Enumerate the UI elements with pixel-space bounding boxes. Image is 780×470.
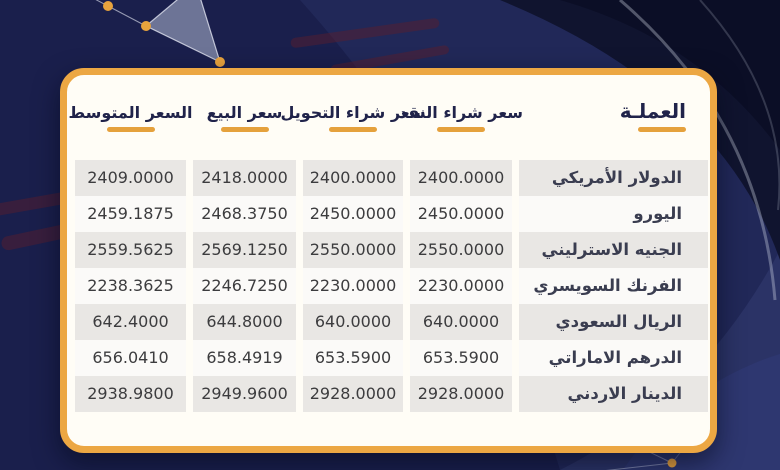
column-header-sell-label: سعر البيع [206, 103, 283, 123]
sell-cell: 2949.9600 [193, 376, 296, 412]
table-row [67, 268, 710, 304]
cash-buy-cell: 2928.0000 [410, 376, 512, 412]
column-header-currency-label: العملـة [619, 99, 686, 123]
exchange-rates-card [60, 68, 717, 453]
table-row [67, 340, 710, 376]
column-header-currency [519, 75, 708, 160]
table-row [67, 232, 710, 268]
average-cell: 2559.5625 [75, 232, 186, 268]
column-header-average [68, 75, 193, 160]
currency-name-cell: الدينار الاردني [519, 376, 708, 412]
gold-dot-decoration [668, 459, 677, 468]
table-row [67, 376, 710, 412]
average-cell: 2938.9800 [75, 376, 186, 412]
cash-buy-cell: 2550.0000 [410, 232, 512, 268]
table-row [67, 304, 710, 340]
table-body [67, 160, 710, 412]
sell-cell: 2468.3750 [193, 196, 296, 232]
sell-cell: 658.4919 [193, 340, 296, 376]
gold-underline [329, 127, 377, 132]
sell-cell: 2246.7250 [193, 268, 296, 304]
sell-cell: 644.8000 [193, 304, 296, 340]
currency-name-cell: الجنيه الاسترليني [519, 232, 708, 268]
average-cell: 2459.1875 [75, 196, 186, 232]
currency-name-cell: اليورو [519, 196, 708, 232]
transfer-buy-cell: 640.0000 [303, 304, 403, 340]
transfer-buy-cell: 2230.0000 [303, 268, 403, 304]
transfer-buy-cell: 2400.0000 [303, 160, 403, 196]
currency-name-cell: الدولار الأمريكي [519, 160, 708, 196]
table-header-row [67, 75, 710, 160]
transfer-buy-cell: 2928.0000 [303, 376, 403, 412]
column-header-transfer-buy [280, 75, 426, 160]
sell-cell: 2418.0000 [193, 160, 296, 196]
currency-name-cell: الفرنك السويسري [519, 268, 708, 304]
average-cell: 656.0410 [75, 340, 186, 376]
average-cell: 2238.3625 [75, 268, 186, 304]
gold-underline [107, 127, 155, 132]
currency-name-cell: الريال السعودي [519, 304, 708, 340]
gold-underline [221, 127, 269, 132]
cash-buy-cell: 640.0000 [410, 304, 512, 340]
cash-buy-cell: 653.5900 [410, 340, 512, 376]
cash-buy-cell: 2450.0000 [410, 196, 512, 232]
average-cell: 642.4000 [75, 304, 186, 340]
gold-dot-decoration [103, 1, 113, 11]
column-header-average-label: السعر المتوسط [68, 103, 193, 123]
column-header-transfer-buy-label: سعر شراء التحويل [280, 103, 426, 123]
gold-dot-decoration [215, 57, 225, 67]
transfer-buy-cell: 2450.0000 [303, 196, 403, 232]
column-header-cash-buy-label: سعر شراء النقد [399, 103, 523, 123]
gold-underline [638, 127, 686, 132]
cash-buy-cell: 2230.0000 [410, 268, 512, 304]
gold-dot-decoration [141, 21, 151, 31]
table-row [67, 160, 710, 196]
cash-buy-cell: 2400.0000 [410, 160, 512, 196]
currency-name-cell: الدرهم الاماراتي [519, 340, 708, 376]
average-cell: 2409.0000 [75, 160, 186, 196]
column-header-sell [193, 75, 296, 160]
gold-underline [437, 127, 485, 132]
transfer-buy-cell: 2550.0000 [303, 232, 403, 268]
sell-cell: 2569.1250 [193, 232, 296, 268]
table-row [67, 196, 710, 232]
transfer-buy-cell: 653.5900 [303, 340, 403, 376]
